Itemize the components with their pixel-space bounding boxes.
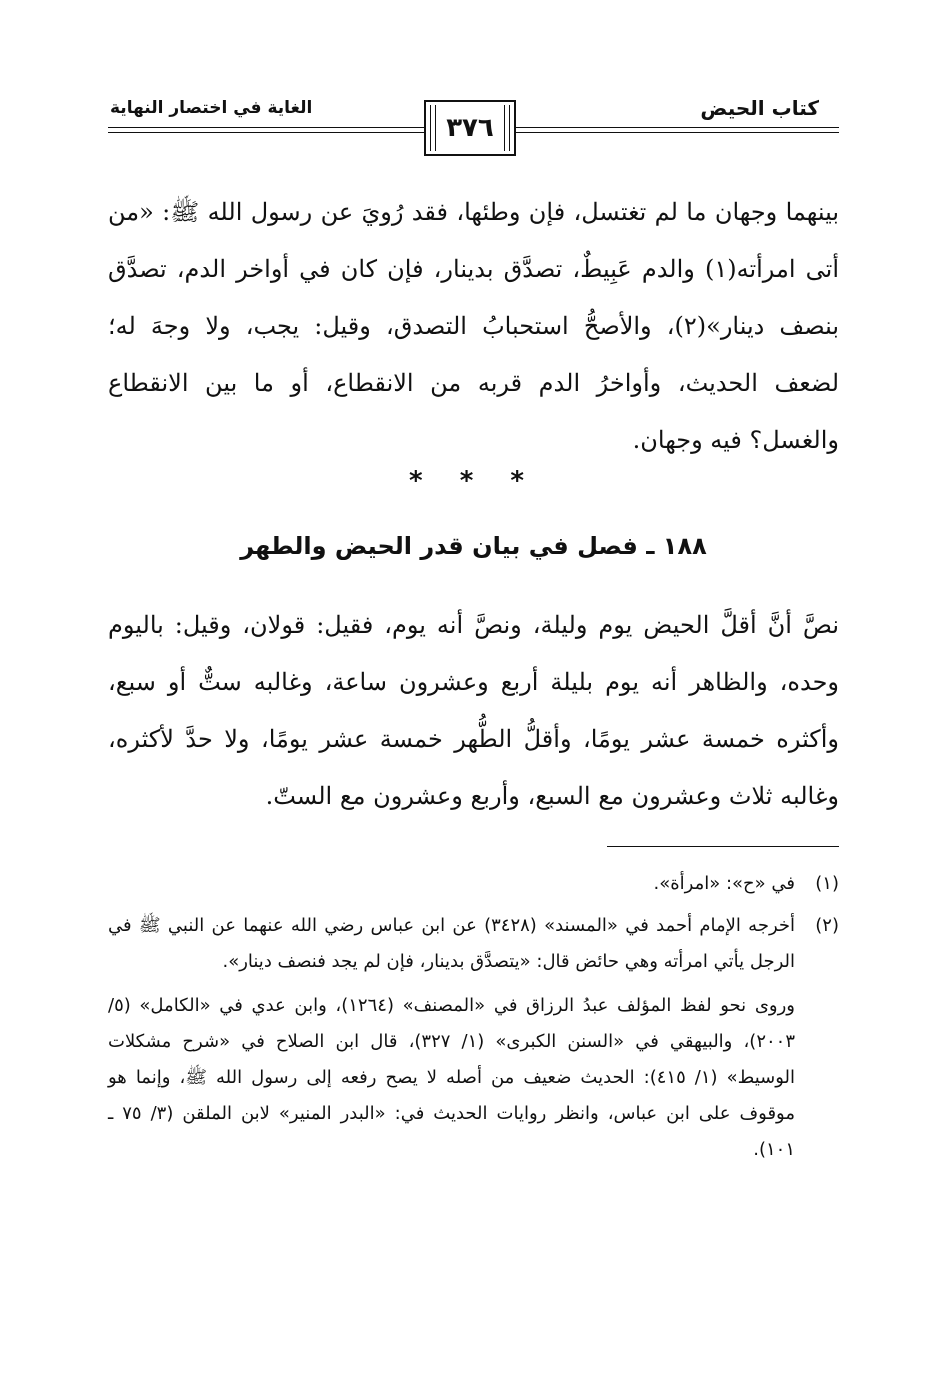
running-header-book-title: الغاية في اختصار النهاية: [110, 98, 313, 118]
footnote-number: (١): [815, 873, 839, 894]
footnotes: [108, 866, 839, 1174]
footnote-1: [108, 866, 839, 902]
footnote-separator-rule: [607, 846, 839, 847]
page-number: ٣٧٦: [446, 113, 494, 143]
footnote-text: أخرجه الإمام أحمد في «المسند» (٣٤٢٨) عن ابن عباس رضي الله عنهما عن النبي ﷺ في الرجل يأتي امرأته وهي حائض قال: «يتصدَّق بدينار، فإن لم يجد فنصف دينار».: [108, 915, 796, 972]
paragraph-2: نصَّ أنَّ أقلَّ الحيض يوم وليلة، ونصَّ أنه يوم، فقيل: قولان، وقيل: باليوم وحده، والظاهر أنه يوم بليلة أربع وعشرون ساعة، وغالبه ستٌّ أو سبع، وأكثره خمسة عشر يومًا، وأقلُّ الطُّهر خمسة عشر يومًا، ولا حدَّ لأكثره، وغالبه ثلاث وعشرون مع السبع، وأربع وعشرون مع الستّ.: [108, 611, 839, 810]
footnote-2: [108, 908, 839, 1168]
main-text-block-1: [108, 184, 839, 469]
footnote-body: [108, 866, 795, 902]
page-number-frame: [424, 100, 516, 156]
footnote-text: في «ح»: «امرأة».: [653, 873, 795, 894]
footnote-continuation: وروى نحو لفظ المؤلف عبدُ الرزاق في «المصنف» (١٢٦٤)، وابن عدي في «الكامل» (٥/ ٢٠٠٣)، والبيهقي في «السنن الكبرى» (١/ ٣٢٧)، قال ابن الصلاح في «شرح مشكلات الوسيط» (١/ ٤١٥): الحديث ضعيف من أصله لا يصح رفعه إلى رسول الله ﷺ، وإنما هو موقوف على ابن عباس، وانظر روايات الحديث في: «البدر المنير» لابن الملقن (٣/ ٧٥ ـ ١٠١).: [108, 995, 795, 1160]
main-text-block-2: [108, 597, 839, 825]
section-title: ١٨٨ ـ فصل في بيان قدر الحيض والطهر: [240, 532, 707, 560]
paragraph-1: بينهما وجهان ما لم تغتسل، فإن وطئها، فقد رُويَ عن رسول الله ﷺ: «من أتى امرأته(١) والدم عَبِيطٌ، تصدَّق بدينار، فإن كان في أواخر الدم، تصدَّق بنصف دينار»(٢)، والأصحُّ استحبابُ التصدق، وقيل: يجب، ولا وجهَ له؛ لضعف الحديث، وأواخرُ الدم قربه من الانقطاع، أو ما بين الانقطاع والغسل؟ فيه وجهان.: [108, 198, 840, 454]
running-header-chapter: كتاب الحيض: [700, 96, 819, 120]
footnote-body: [108, 908, 795, 1168]
section-separator: * * *: [409, 466, 538, 496]
footnote-number: (٢): [815, 915, 839, 936]
